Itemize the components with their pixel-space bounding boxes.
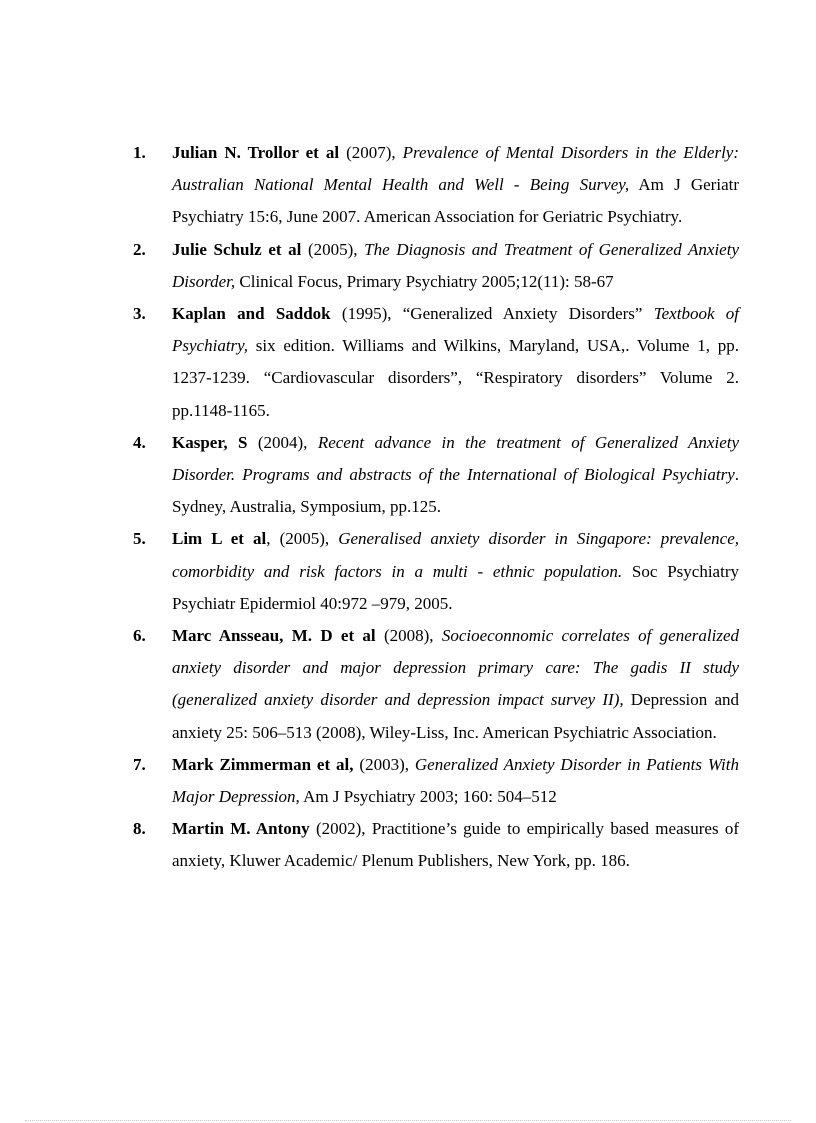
reference-source: Am J Psychiatry 2003; 160: 504–512 (299, 787, 557, 807)
reference-source: six edition. Williams and Wilkins, Maryland, USA,. Volume 1, pp. 1237-1239. “Cardiovascular disorders”, “Respiratory disorders” Volume 2. pp.1148-1165. (172, 336, 739, 420)
reference-author: Kasper, S (172, 432, 248, 452)
reference-item (133, 427, 739, 524)
reference-source: Clinical Focus, Primary Psychiatry 2005;12(11): 58-67 (235, 271, 614, 291)
reference-item (133, 298, 739, 427)
reference-list (133, 137, 739, 878)
reference-author: Marc Ansseau, M. D et al (172, 626, 376, 646)
reference-number: 2. (133, 239, 146, 259)
reference-item (133, 813, 739, 877)
reference-text (172, 813, 739, 877)
reference-source: Practitione’s guide to empirically based measures of anxiety, Kluwer Academic/ Plenum Publishers, New York, pp. 186. (172, 819, 739, 871)
reference-text (172, 234, 739, 298)
reference-item (133, 137, 739, 234)
reference-number: 4. (133, 432, 146, 452)
reference-year: (2003), (353, 754, 415, 774)
reference-title: The Diagnosis and Treatment of Generalized Anxiety Disorder, (172, 239, 739, 291)
reference-item (133, 234, 739, 298)
reference-text (172, 427, 739, 524)
reference-title: Recent advance in the treatment of Generalized Anxiety Disorder. Programs and abstracts of the International of Biological Psychiatry (172, 432, 740, 485)
reference-title: Generalised anxiety disorder in Singapore: prevalence, comorbidity and risk factors in a multi - ethnic population. (172, 529, 739, 581)
reference-year: (2007), (339, 143, 403, 162)
reference-year: (2002), (309, 819, 372, 839)
reference-text (172, 620, 739, 749)
reference-text (172, 749, 739, 813)
page-bottom-divider (25, 1120, 791, 1121)
reference-title: Socioeconnomic correlates of generalized anxiety disorder and major depression primary care: The gadis II study (generalized anxiety disorder and depression impact survey II), (172, 626, 739, 710)
reference-text (172, 523, 739, 620)
reference-year: , (2005), (266, 529, 339, 549)
reference-author: Lim L et al (172, 529, 267, 549)
reference-number: 6. (133, 626, 146, 646)
reference-year: (1995), “Generalized Anxiety Disorders” (330, 304, 654, 324)
reference-year: (2004), (247, 432, 318, 452)
reference-number: 7. (133, 754, 146, 774)
reference-source: . Sydney, Australia, Symposium, pp.125. (172, 465, 739, 517)
reference-title: Prevalence of Mental Disorders in the Elderly: Australian National Mental Health and Well - Being Survey, (172, 143, 740, 195)
reference-author: Martin M. Antony (172, 819, 310, 839)
reference-author: Julian N. Trollor et al (172, 143, 340, 162)
reference-item (133, 523, 739, 620)
reference-source: Soc Psychiatry Psychiatr Epidermiol 40:972 –979, 2005. (172, 561, 739, 613)
reference-number: 8. (133, 819, 146, 839)
reference-year: (2005), (301, 239, 365, 259)
reference-number: 1. (133, 143, 146, 162)
reference-author: Kaplan and Saddok (172, 304, 331, 324)
reference-item (133, 749, 739, 813)
reference-text (172, 137, 739, 234)
reference-source: Depression and anxiety 25: 506–513 (2008), Wiley-Liss, Inc. American Psychiatric Association. (172, 690, 739, 742)
reference-title: Textbook of Psychiatry, (172, 304, 739, 356)
reference-author: Julie Schulz et al (172, 239, 302, 259)
reference-text (172, 298, 739, 427)
reference-title: Generalized Anxiety Disorder in Patients With Major Depression, (172, 754, 739, 807)
reference-number: 5. (133, 529, 146, 549)
reference-item (133, 620, 739, 749)
reference-author: Mark Zimmerman et al, (172, 754, 354, 774)
reference-source: Am J Geriatr Psychiatry 15:6, June 2007. American Association for Geriatric Psychiatry. (172, 175, 739, 227)
reference-year: (2008), (375, 626, 442, 646)
reference-number: 3. (133, 304, 146, 324)
